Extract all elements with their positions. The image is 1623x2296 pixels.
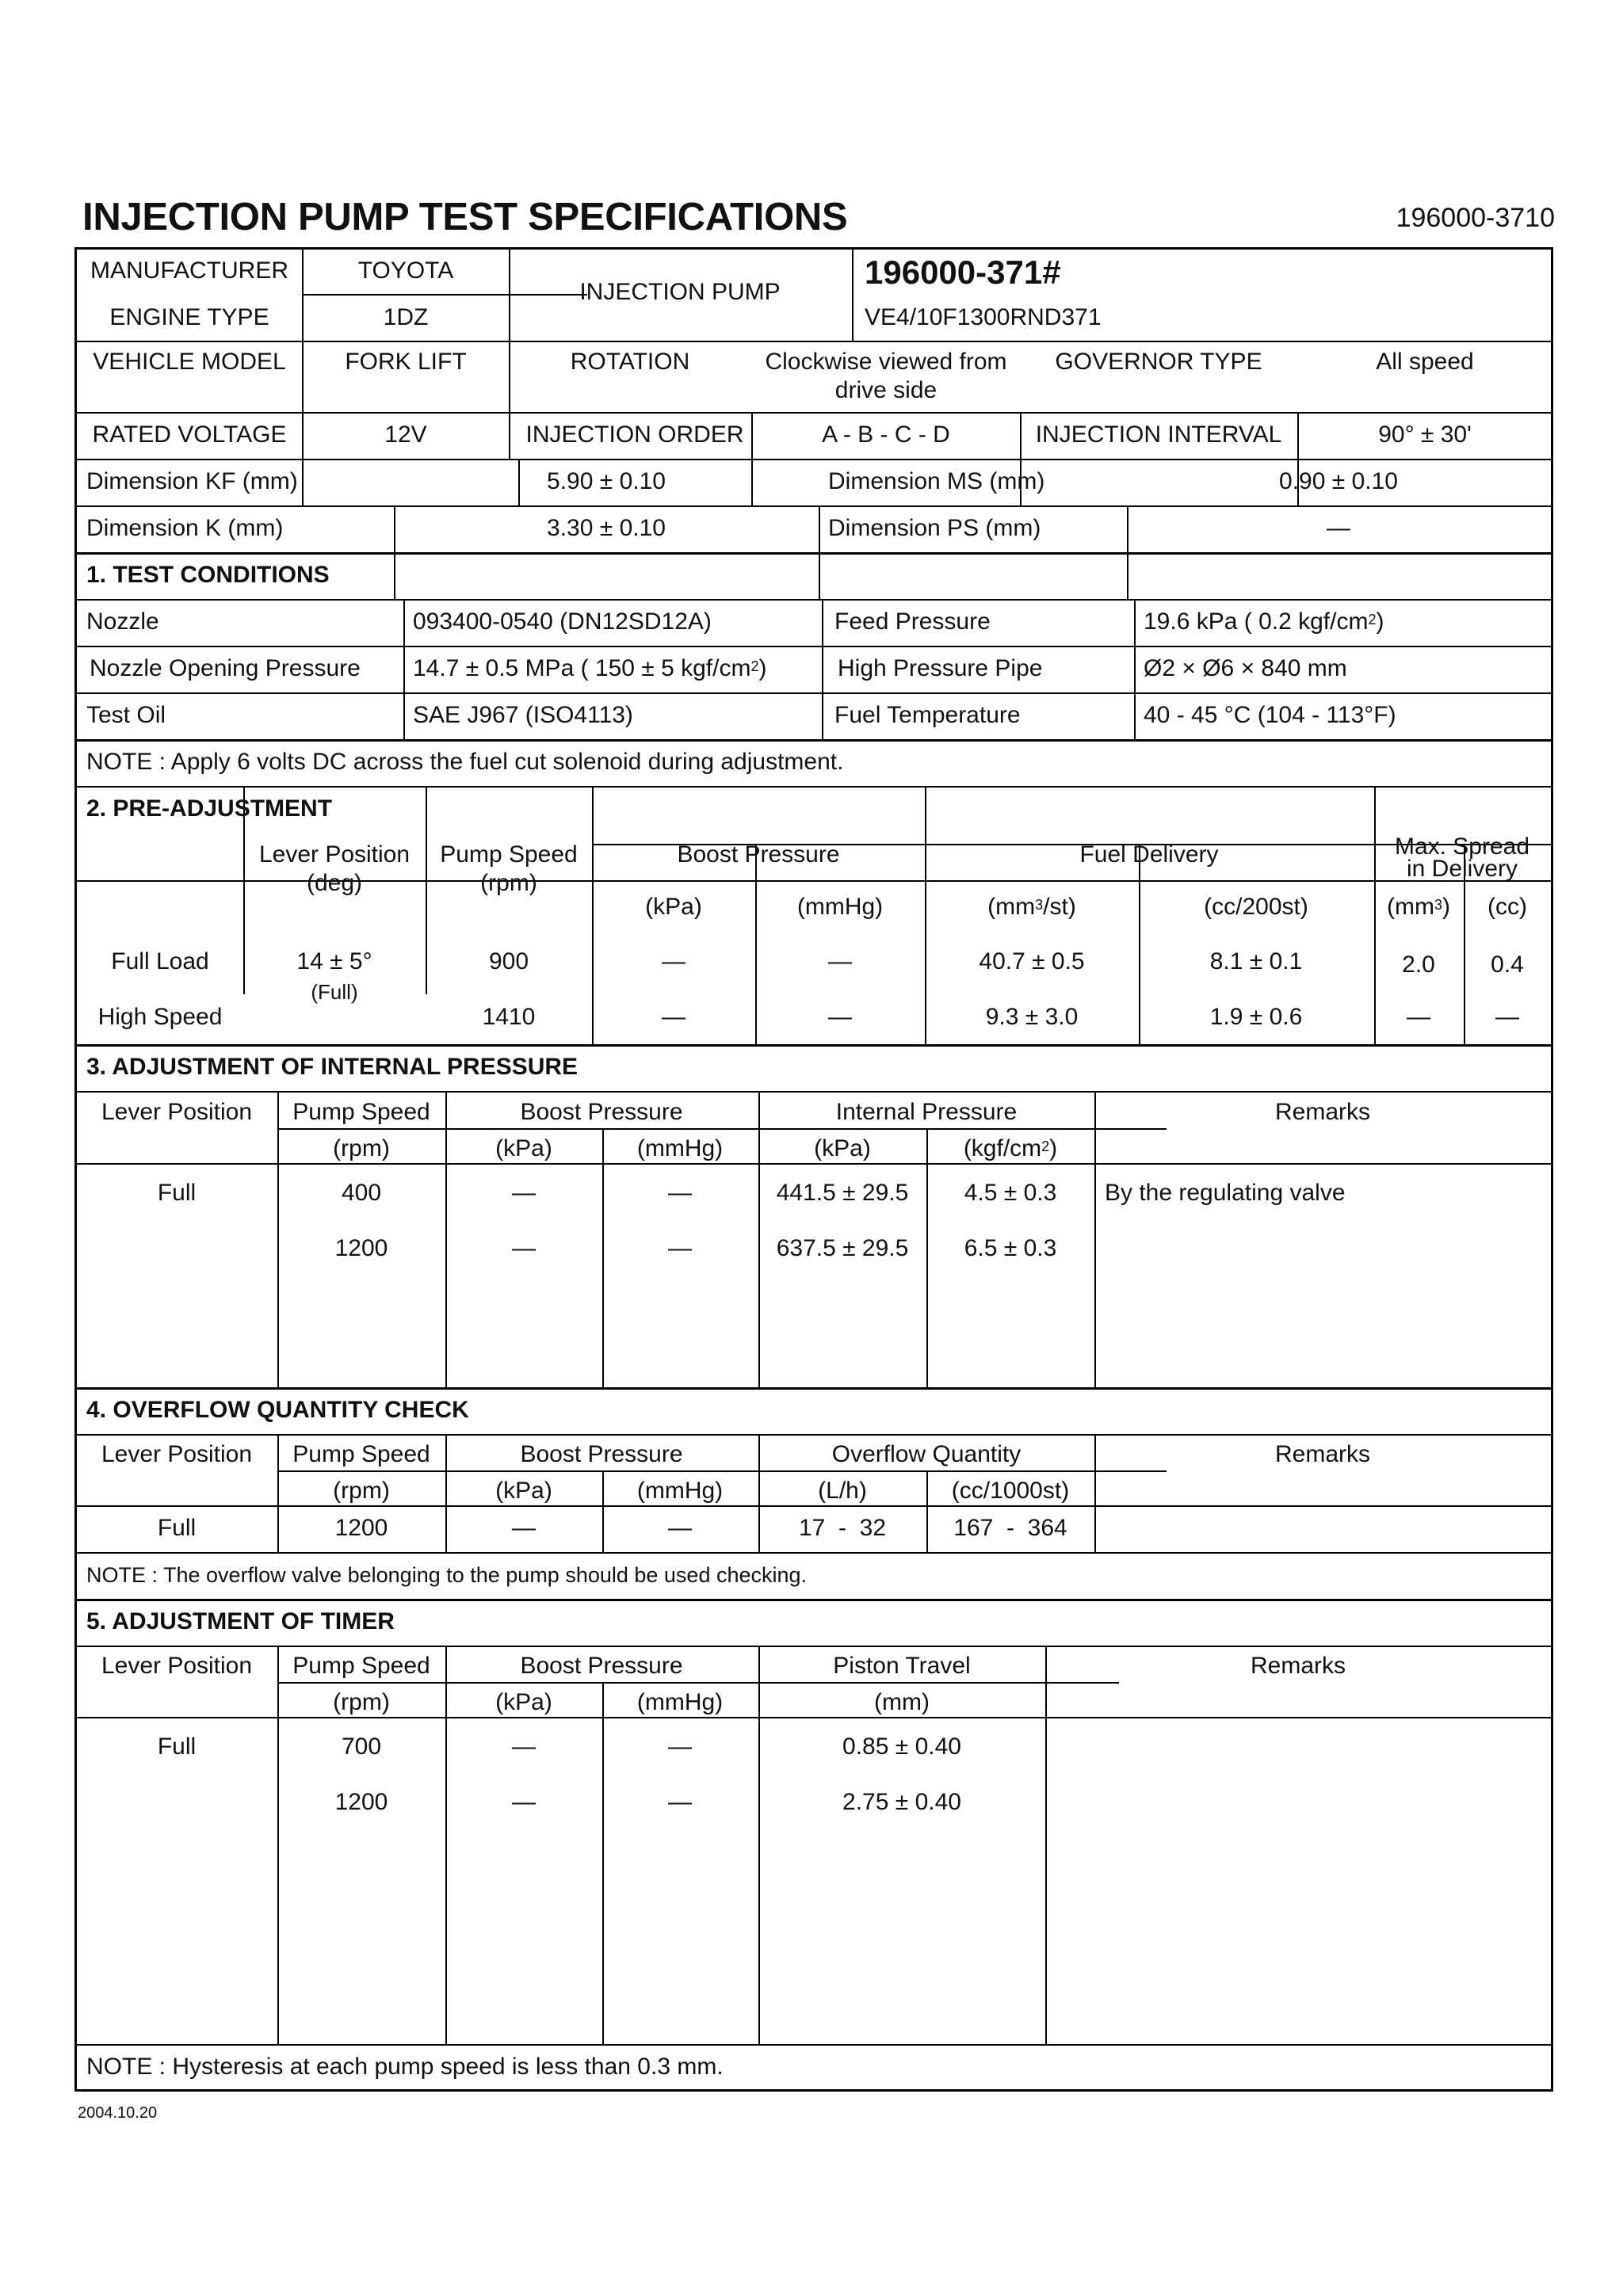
rotation-value-line2: drive side: [834, 377, 938, 403]
of-unit-cc1000st: (cc/1000st): [951, 1478, 1070, 1504]
dimension-kf-label: Dimension KF (mm): [86, 468, 298, 494]
rule: [277, 1434, 279, 1552]
rule: [822, 599, 823, 739]
pump-number: 196000-371#: [865, 254, 1061, 291]
pre-row-spread-mm3: —: [1407, 1004, 1430, 1030]
rule: [77, 646, 1551, 647]
vehicle-model-value: FORK LIFT: [345, 349, 467, 375]
rule: [1134, 599, 1136, 739]
rule: [758, 1646, 760, 2044]
pre-row-spread-cc: 0.4: [1491, 952, 1524, 978]
of-col-pump-speed: Pump Speed: [292, 1441, 430, 1467]
rule: [77, 1434, 1551, 1436]
rule: [77, 1387, 1551, 1390]
dimension-k-value: 3.30 ± 0.10: [547, 515, 666, 541]
rule: [445, 1434, 447, 1552]
pre-row-speed: 1410: [482, 1004, 536, 1030]
ip-col-internal-pressure: Internal Pressure: [835, 1099, 1018, 1125]
ip-row-internal-kpa: 637.5 ± 29.5: [776, 1235, 909, 1261]
section-heading-test-conditions: 1. TEST CONDITIONS: [86, 562, 330, 588]
high-pressure-pipe-label: High Pressure Pipe: [838, 655, 1043, 681]
fuel-temperature-value: 40 - 45 °C (104 - 113°F): [1144, 702, 1396, 728]
pre-col-pump-speed-unit: (rpm): [480, 870, 537, 896]
document-title: INJECTION PUMP TEST SPECIFICATIONS: [82, 196, 848, 238]
dimension-kf-value: 5.90 ± 0.10: [547, 468, 666, 494]
rule: [602, 1470, 604, 1552]
pre-unit-spread-cc: (cc): [1487, 894, 1527, 920]
rated-voltage-label: RATED VOLTAGE: [92, 421, 287, 448]
rotation-value-line1: Clockwise viewed from: [765, 349, 1007, 375]
rule: [1094, 1091, 1096, 1387]
pre-row-cc: 1.9 ± 0.6: [1209, 1004, 1303, 1030]
ip-unit-mmhg: (mmHg): [636, 1135, 724, 1161]
injection-order-value: A - B - C - D: [822, 421, 950, 448]
overflow-note: NOTE : The overflow valve belonging to the pump should be used checking.: [86, 1563, 808, 1587]
nozzle-opening-pressure-value: 14.7 ± 0.5 MPa ( 150 ± 5 kgf/$cm^2$): [413, 655, 767, 681]
rated-voltage-value: 12V: [384, 421, 427, 448]
test-conditions-note: NOTE : Apply 6 volts DC across the fuel cut solenoid during adjustment.: [86, 749, 844, 775]
rule: [403, 599, 405, 739]
rotation-label: ROTATION: [570, 349, 690, 375]
nozzle-opening-pressure-label: Nozzle Opening Pressure: [90, 655, 361, 681]
pre-col-pump-speed: Pump Speed: [440, 841, 578, 868]
document-date: 2004.10.20: [78, 2104, 158, 2122]
rule: [77, 341, 1551, 342]
pre-row-kpa: —: [662, 1004, 685, 1030]
rule: [509, 250, 510, 412]
rule: [302, 294, 587, 296]
ip-row-internal-kgf: 4.5 ± 0.3: [964, 1180, 1057, 1206]
dimension-ps-value: —: [1327, 515, 1350, 541]
engine-type-value: 1DZ: [383, 304, 429, 330]
tm-unit-mmhg: (mmHg): [636, 1689, 724, 1715]
ip-unit-kgf-cm2: $(kgf/cm^2)$: [963, 1135, 1058, 1161]
tm-row-kpa: —: [512, 1789, 536, 1815]
of-col-remarks: Remarks: [1274, 1441, 1371, 1467]
rule: [277, 1091, 279, 1387]
ip-row-mmhg: —: [668, 1235, 692, 1261]
tm-row-speed: 1200: [334, 1789, 388, 1815]
rule: [819, 505, 820, 599]
pre-unit-spread-mm3: $(mm^3)$: [1387, 894, 1450, 920]
rule: [1127, 505, 1128, 599]
ip-col-remarks: Remarks: [1274, 1099, 1371, 1125]
governor-type-label: GOVERNOR TYPE: [1055, 349, 1262, 375]
fuel-temperature-label: Fuel Temperature: [834, 702, 1021, 728]
rule: [77, 412, 1551, 414]
tm-row-mmhg: —: [668, 1789, 692, 1815]
rule: [77, 1717, 1551, 1718]
ip-row-internal-kpa: 441.5 ± 29.5: [776, 1180, 909, 1206]
of-unit-kpa: (kPa): [495, 1478, 552, 1504]
of-col-boost-pressure: Boost Pressure: [520, 1441, 683, 1467]
section-heading-pre-adjustment: 2. PRE-ADJUSTMENT: [86, 795, 333, 822]
rule: [1374, 786, 1376, 1044]
section-heading-timer: 5. ADJUSTMENT OF TIMER: [86, 1608, 395, 1634]
pre-col-max-spread: Max. Spread: [1394, 833, 1530, 860]
rule: [925, 786, 926, 1044]
rule: [758, 1434, 760, 1552]
tm-lever-value: Full: [157, 1733, 197, 1760]
pre-unit-mmhg: (mmHg): [796, 894, 884, 920]
tm-row-kpa: —: [512, 1733, 536, 1760]
rule: [852, 250, 854, 341]
rule: [518, 459, 520, 505]
rule: [77, 599, 1551, 601]
pre-unit-cc-200st: (cc/200st): [1204, 894, 1308, 920]
pre-row-mm3: 40.7 ± 0.5: [979, 948, 1085, 974]
ip-row-kpa: —: [512, 1180, 536, 1206]
rule: [602, 1128, 604, 1387]
rule: [394, 505, 395, 599]
pre-unit-kpa: (kPa): [645, 894, 702, 920]
tm-col-remarks: Remarks: [1250, 1653, 1346, 1679]
of-unit-mmhg: (mmHg): [636, 1478, 724, 1504]
pre-col-boost-pressure: Boost Pressure: [677, 841, 840, 868]
of-row-lever: Full: [157, 1515, 197, 1541]
rule: [1045, 1646, 1047, 2044]
ip-col-boost-pressure: Boost Pressure: [520, 1099, 683, 1125]
pre-col-fuel-delivery: Fuel Delivery: [1079, 841, 1219, 868]
rule: [277, 1682, 1119, 1684]
rule: [77, 880, 1551, 882]
tm-row-mmhg: —: [668, 1733, 692, 1760]
rule: [1139, 844, 1140, 1044]
rule: [77, 739, 1551, 742]
pre-row-spread-mm3: 2.0: [1402, 952, 1435, 978]
pre-row-label: Full Load: [111, 948, 209, 974]
rule: [751, 412, 753, 505]
pre-row-mmhg: —: [828, 948, 852, 974]
tm-col-lever-position: Lever Position: [101, 1653, 253, 1679]
of-col-lever-position: Lever Position: [101, 1441, 253, 1467]
rule: [77, 1505, 1551, 1507]
tm-row-travel: 0.85 ± 0.40: [842, 1733, 961, 1760]
ip-row-speed: 400: [341, 1180, 382, 1206]
tm-unit-mm: (mm): [874, 1689, 930, 1715]
ip-unit-kpa: (kPa): [495, 1135, 552, 1161]
manufacturer-label: MANUFACTURER: [90, 257, 289, 284]
rule: [277, 1128, 1167, 1130]
tm-row-speed: 700: [341, 1733, 382, 1760]
ip-row-kpa: —: [512, 1235, 536, 1261]
high-pressure-pipe-value: Ø2 × Ø6 × 840 mm: [1144, 655, 1347, 681]
rule: [926, 1128, 928, 1387]
rule: [426, 786, 427, 994]
dimension-k-label: Dimension K (mm): [86, 515, 284, 541]
rule: [77, 459, 1551, 460]
dimension-ms-value: 0.90 ± 0.10: [1279, 468, 1398, 494]
pre-row-speed: 900: [488, 948, 529, 974]
pre-lever-value: 14 ± 5°: [296, 948, 372, 974]
of-row-mmhg: —: [668, 1515, 692, 1541]
rule: [602, 1682, 604, 2044]
tm-col-piston-travel: Piston Travel: [833, 1653, 971, 1679]
injection-interval-label: INJECTION INTERVAL: [1035, 421, 1282, 448]
of-row-kpa: —: [512, 1515, 536, 1541]
rule: [1094, 1434, 1096, 1552]
section-heading-overflow: 4. OVERFLOW QUANTITY CHECK: [86, 1397, 469, 1423]
tm-unit-rpm: (rpm): [333, 1689, 390, 1715]
rule: [77, 2044, 1551, 2046]
pre-col-lever-unit: (deg): [306, 870, 363, 896]
ip-row-mmhg: —: [668, 1180, 692, 1206]
ip-row-remark: By the regulating valve: [1105, 1180, 1346, 1206]
engine-type-label: ENGINE TYPE: [109, 304, 269, 330]
of-col-overflow-quantity: Overflow Quantity: [831, 1441, 1022, 1467]
pre-row-mm3: 9.3 ± 3.0: [985, 1004, 1079, 1030]
governor-type-value: All speed: [1376, 349, 1474, 375]
rule: [77, 786, 1551, 788]
rule: [77, 1646, 1551, 1647]
of-unit-rpm: (rpm): [333, 1478, 390, 1504]
ip-unit-rpm: (rpm): [333, 1135, 390, 1161]
spec-sheet: [74, 247, 1553, 2092]
injection-order-label: INJECTION ORDER: [525, 421, 744, 448]
dimension-ms-label: Dimension MS (mm): [828, 468, 1045, 494]
rule: [77, 505, 1551, 507]
manufacturer-value: TOYOTA: [357, 257, 454, 284]
rule: [277, 1470, 1167, 1472]
of-unit-lh: (L/h): [818, 1478, 867, 1504]
pre-lever-note: (Full): [311, 980, 358, 1004]
ip-lever-value: Full: [157, 1180, 197, 1206]
of-row-cc: 167 - 364: [953, 1515, 1067, 1541]
ip-col-pump-speed: Pump Speed: [292, 1099, 430, 1125]
rule: [926, 1470, 928, 1552]
pre-col-max-spread-2: in Delivery: [1406, 856, 1518, 882]
rule: [77, 1091, 1551, 1093]
rule: [445, 1646, 447, 2044]
ip-row-internal-kgf: 6.5 ± 0.3: [964, 1235, 1057, 1261]
nozzle-label: Nozzle: [86, 608, 159, 635]
injection-pump-label: INJECTION PUMP: [579, 279, 781, 305]
rule: [277, 1646, 279, 2044]
rule: [77, 552, 1551, 555]
feed-pressure-value: 19.6 kPa ( 0.2 kgf/$cm^2$): [1144, 608, 1384, 635]
timer-note: NOTE : Hysteresis at each pump speed is less than 0.3 mm.: [86, 2054, 724, 2080]
ip-row-speed: 1200: [334, 1235, 388, 1261]
pre-row-mmhg: —: [828, 1004, 852, 1030]
tm-col-pump-speed: Pump Speed: [292, 1653, 430, 1679]
rule: [302, 250, 304, 505]
rule: [77, 1599, 1551, 1601]
pre-row-kpa: —: [662, 948, 685, 974]
rule: [509, 412, 510, 459]
tm-unit-kpa: (kPa): [495, 1689, 552, 1715]
dimension-ps-label: Dimension PS (mm): [828, 515, 1041, 541]
ip-col-lever-position: Lever Position: [101, 1099, 253, 1125]
injection-interval-value: 90° ± 30': [1378, 421, 1472, 448]
tm-row-travel: 2.75 ± 0.40: [842, 1789, 961, 1815]
rule: [758, 1091, 760, 1387]
rule: [755, 844, 757, 1044]
test-oil-value: SAE J967 (ISO4113): [413, 702, 633, 728]
pre-row-cc: 8.1 ± 0.1: [1209, 948, 1303, 974]
pre-row-label: High Speed: [97, 1004, 223, 1030]
vehicle-model-label: VEHICLE MODEL: [93, 349, 286, 375]
of-row-speed: 1200: [334, 1515, 388, 1541]
pump-model: VE4/10F1300RND371: [865, 304, 1102, 330]
rule: [77, 1552, 1551, 1554]
ip-unit-internal-kpa: (kPa): [814, 1135, 871, 1161]
rule: [77, 1163, 1551, 1165]
document-code: 196000-3710: [1396, 203, 1555, 233]
rule: [77, 1044, 1551, 1047]
tm-col-boost-pressure: Boost Pressure: [520, 1653, 683, 1679]
pre-unit-mm3-st: $(mm^3/st)$: [987, 894, 1076, 920]
rule: [592, 786, 594, 1044]
pre-row-spread-cc: —: [1495, 1004, 1519, 1030]
feed-pressure-label: Feed Pressure: [834, 608, 991, 635]
of-row-lh: 17 - 32: [798, 1515, 887, 1541]
test-oil-label: Test Oil: [86, 702, 166, 728]
rule: [445, 1091, 447, 1387]
nozzle-value: 093400-0540 (DN12SD12A): [413, 608, 712, 635]
rule: [77, 692, 1551, 694]
section-heading-internal-pressure: 3. ADJUSTMENT OF INTERNAL PRESSURE: [86, 1054, 579, 1080]
pre-col-lever-position: Lever Position: [258, 841, 411, 868]
